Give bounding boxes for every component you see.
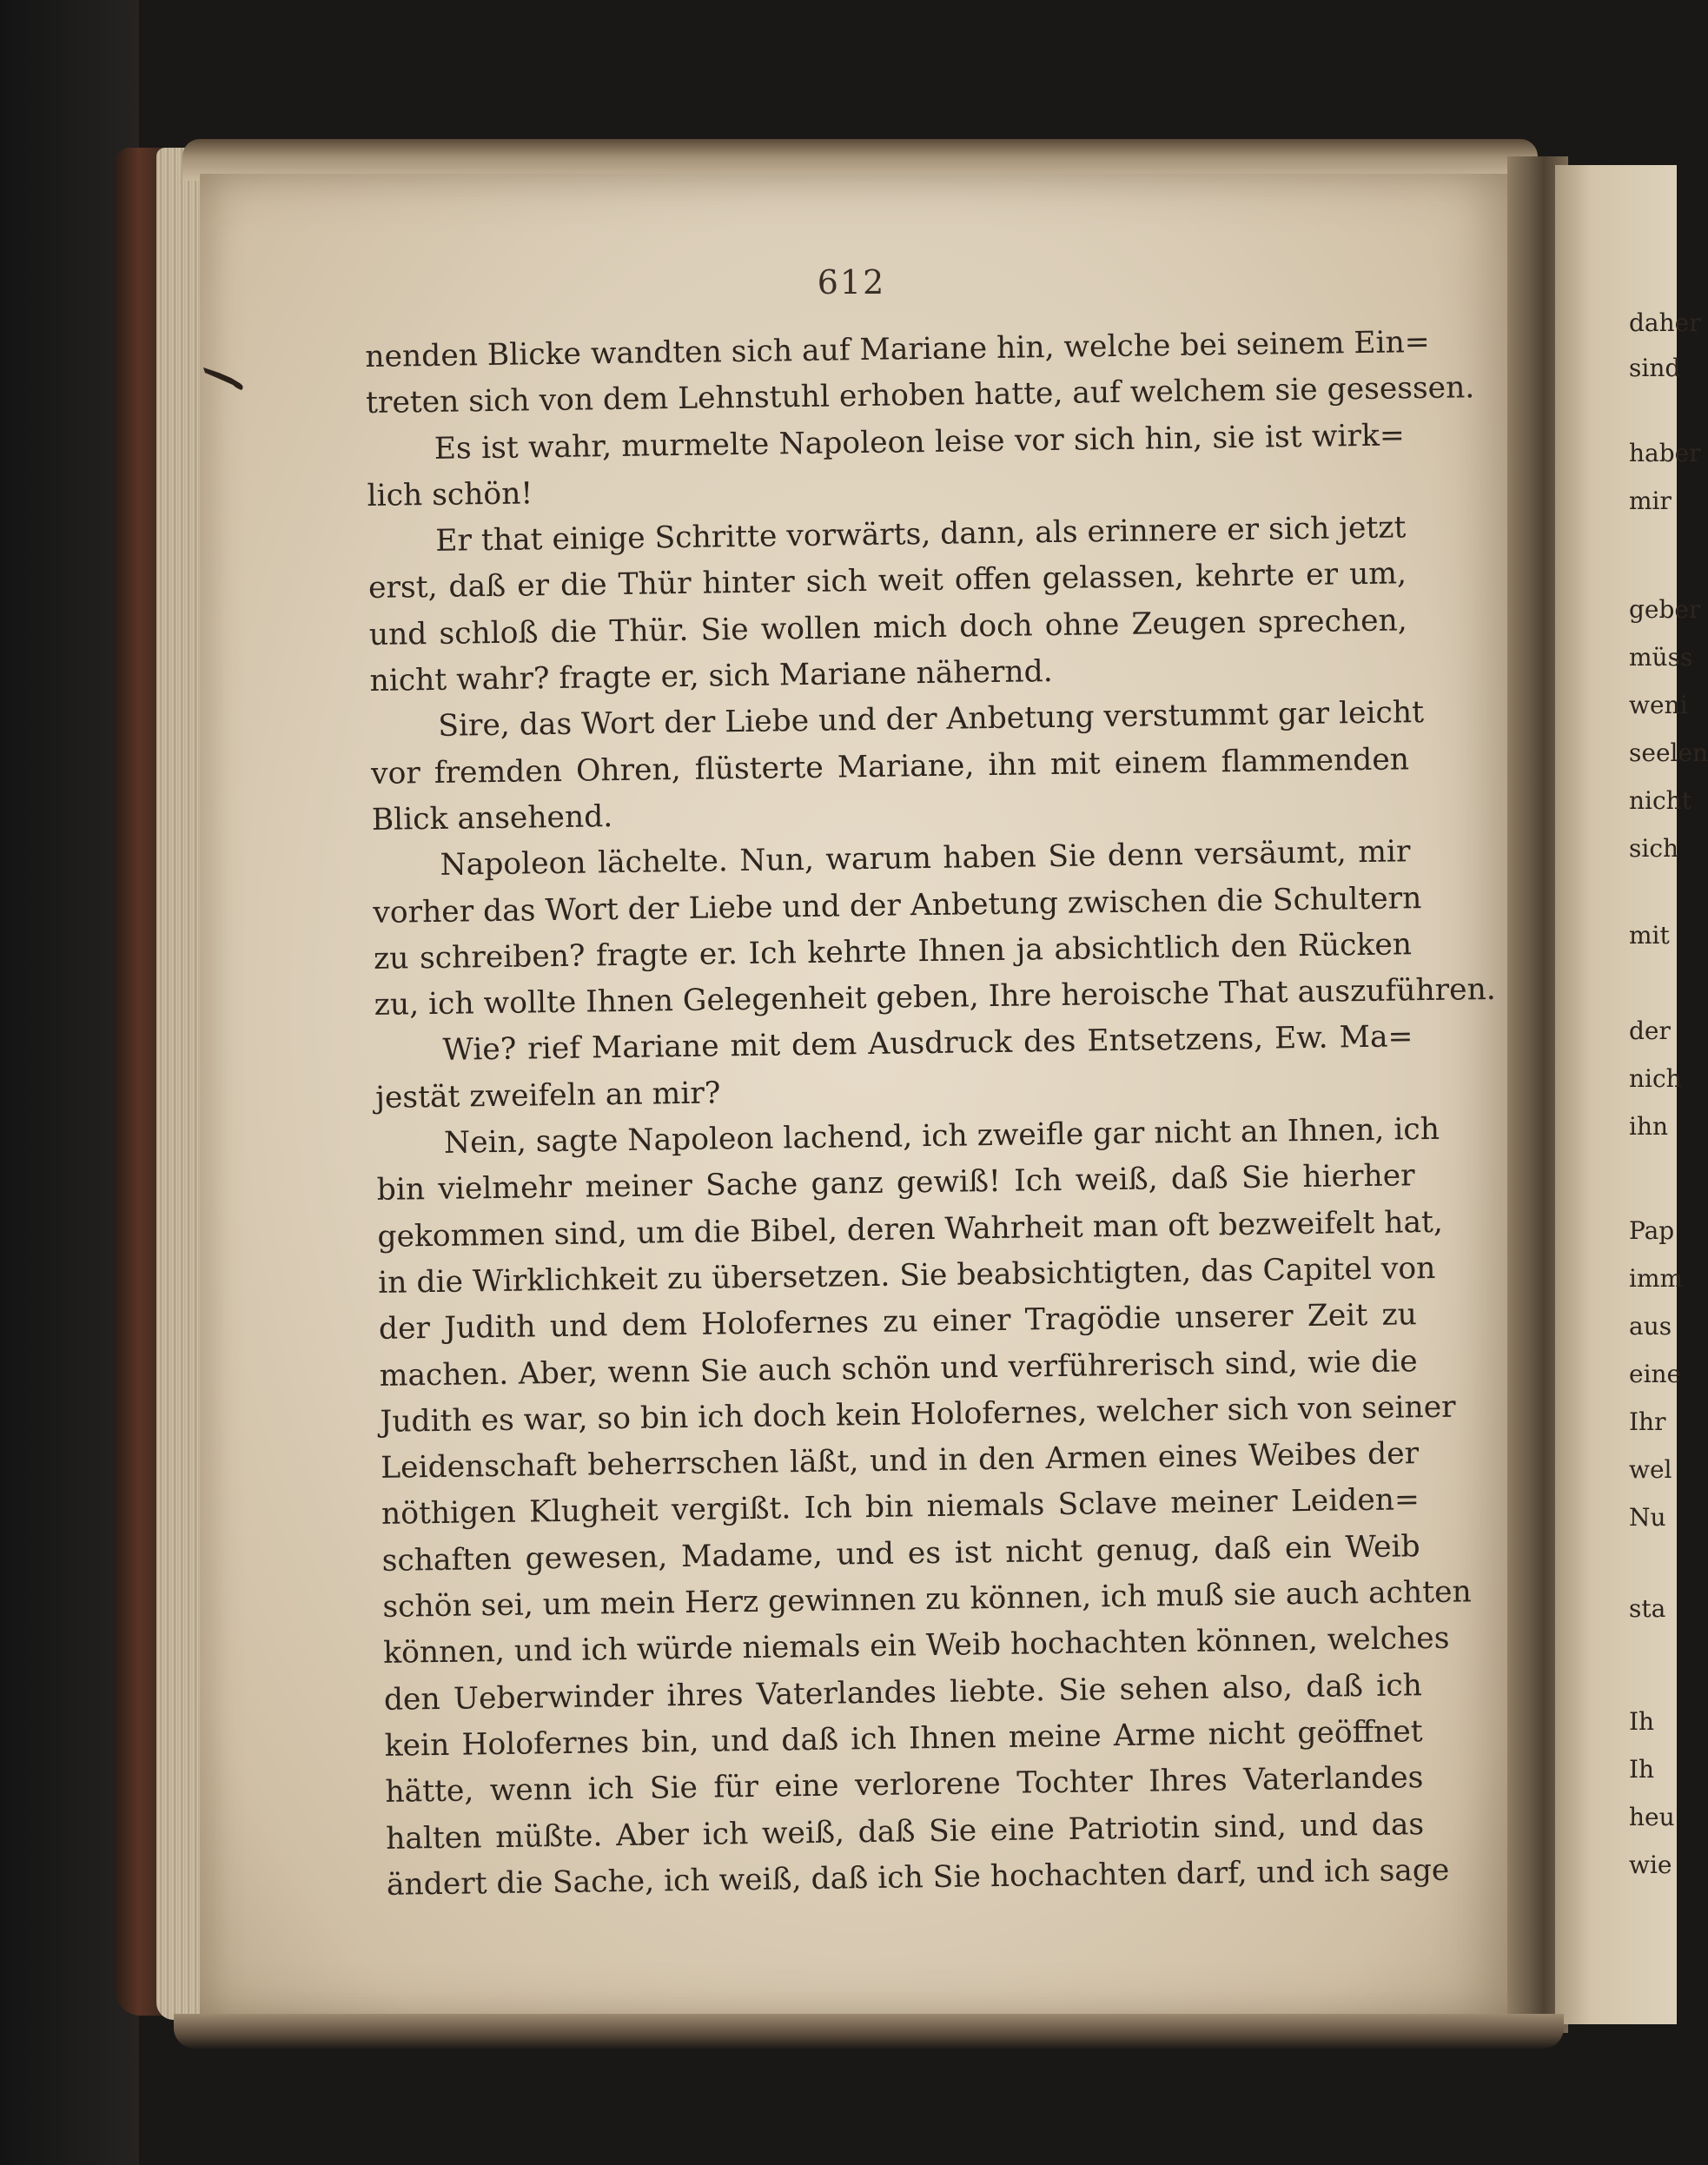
text-line: schön sei, um mein Herz gewinnen zu können, ich muß sie auch achten (382, 1574, 1472, 1625)
text-line: hätte, wenn ich Sie für eine verlorene Tochter Ihres Vaterlandes (385, 1760, 1424, 1811)
right-page-fragment: Pap (1629, 1216, 1675, 1245)
text-line: machen. Aber, wenn Sie auch schön und verführerisch sind, wie die (379, 1343, 1418, 1394)
right-page-fragment: Nu (1629, 1503, 1666, 1532)
text-line: Blick ansehend. (371, 799, 613, 838)
text-line: ändert die Sache, ich weiß, daß ich Sie hochachten darf, und ich sage (386, 1852, 1450, 1903)
page-number: 612 (817, 263, 886, 301)
text-line: vor fremden Ohren, flüsterte Mariane, ihn mit einem flammenden (370, 741, 1410, 791)
text-line: Nein, sagte Napoleon lachend, ich zweifle gar nicht an Ihnen, ich (443, 1111, 1440, 1161)
text-line: kein Holofernes bin, und daß ich Ihnen meine Arme nicht geöffnet (384, 1714, 1423, 1764)
text-line: Er that einige Schritte vorwärts, dann, als erinnere er sich jetzt (435, 510, 1407, 559)
right-page-fragment: seelen (1629, 738, 1708, 767)
text-line: der Judith und dem Holofernes zu einer Tragödie unserer Zeit zu (378, 1297, 1418, 1347)
text-line: zu schreiben? fragte er. Ich kehrte Ihnen ja absichtlich den Rücken (373, 927, 1413, 977)
text-line: treten sich von dem Lehnstuhl erhoben hatte, auf welchem sie gesessen. (365, 370, 1475, 421)
right-page-fragment: nicht (1629, 786, 1691, 815)
text-line: den Ueberwinder ihres Vaterlandes liebte. Sie sehen also, daß ich (383, 1667, 1423, 1718)
right-page-fragment: sta (1629, 1594, 1666, 1623)
text-line: gekommen sind, um die Bibel, deren Wahrheit man oft bezweifelt hat, (377, 1204, 1444, 1255)
right-page-fragment: daher (1629, 308, 1701, 337)
text-line: zu, ich wollte Ihnen Gelegenheit geben, Ihre heroische That auszuführen. (374, 972, 1497, 1023)
right-page-fragment: eine (1629, 1360, 1682, 1388)
right-page-fragment: sind (1629, 354, 1681, 382)
body-text (365, 320, 1497, 1909)
right-page-fragment: Ih (1629, 1707, 1655, 1736)
right-page-fragment: sich (1629, 834, 1679, 863)
right-page-fragment: der (1629, 1016, 1671, 1045)
right-page-fragment: ihn (1629, 1112, 1669, 1141)
text-line: nöthigen Klugheit vergißt. Ich bin niemals Sclave meiner Leiden= (381, 1482, 1420, 1533)
right-page-fragment: wie (1629, 1851, 1672, 1879)
text-line: lich schön! (367, 476, 533, 513)
text-line: nicht wahr? fragte er, sich Mariane nähernd. (369, 654, 1053, 699)
ink-mark-icon (202, 361, 254, 395)
text-line: Judith es war, so bin ich doch kein Holofernes, welcher sich von seiner (380, 1389, 1456, 1440)
text-line: vorher das Wort der Liebe und der Anbetung zwischen die Schultern (373, 880, 1422, 930)
right-page-fragment: Ihr (1629, 1407, 1666, 1436)
text-line: erst, daß er die Thür hinter sich weit offen gelassen, kehrte er um, (367, 556, 1407, 606)
text-line: halten müßte. Aber ich weiß, daß Sie eine Patriotin sind, und das (385, 1806, 1425, 1857)
right-page-fragment: imm (1629, 1264, 1684, 1293)
text-line: können, und ich würde niemals ein Weib hochachten können, welches (382, 1621, 1450, 1672)
text-line: Es ist wahr, murmelte Napoleon leise vor sich hin, sie ist wirk= (434, 417, 1406, 467)
right-page-fragment: wel (1629, 1455, 1672, 1484)
text-line: nenden Blicke wandten sich auf Mariane hin, welche bei seinem Ein= (365, 324, 1430, 374)
text-line: Sire, das Wort der Liebe und der Anbetung verstummt gar leicht (438, 695, 1425, 745)
right-page-fragment: mit (1629, 921, 1670, 950)
text-line: Wie? rief Mariane mit dem Ausdruck des Entsetzens, Ew. Ma= (442, 1019, 1413, 1069)
text-line: Leidenschaft beherrschen läßt, und in den Armen eines Weibes der (380, 1436, 1420, 1486)
text-line: bin vielmehr meiner Sache ganz gewiß! Ich weiß, daß Sie hierher (376, 1158, 1415, 1208)
right-page-fragment: aus (1629, 1312, 1672, 1341)
right-page-fragment: Ih (1629, 1755, 1655, 1784)
text-line: in die Wirklichkeit zu übersetzen. Sie beabsichtigten, das Capitel von (377, 1250, 1436, 1301)
right-page-fragment: weni (1629, 691, 1688, 719)
text-line: schaften gewesen, Madame, und es ist nicht genug, daß ein Weib (381, 1528, 1420, 1579)
right-page-fragment: geber (1629, 595, 1701, 624)
text-line: und schloß die Thür. Sie wollen mich doch ohne Zeugen sprechen, (368, 603, 1407, 652)
text-line: jestät zweifeln an mir? (374, 1076, 721, 1116)
right-page-fragment: mir (1629, 487, 1672, 515)
right-page-fragment: heu (1629, 1803, 1675, 1831)
right-page-fragment: nich (1629, 1064, 1682, 1093)
right-page-fragment: haber (1629, 439, 1701, 467)
bottom-page-edge (174, 2014, 1564, 2049)
text-line: Napoleon lächelte. Nun, warum haben Sie denn versäumt, mir (440, 834, 1411, 884)
right-page-fragment: müss (1629, 643, 1693, 672)
